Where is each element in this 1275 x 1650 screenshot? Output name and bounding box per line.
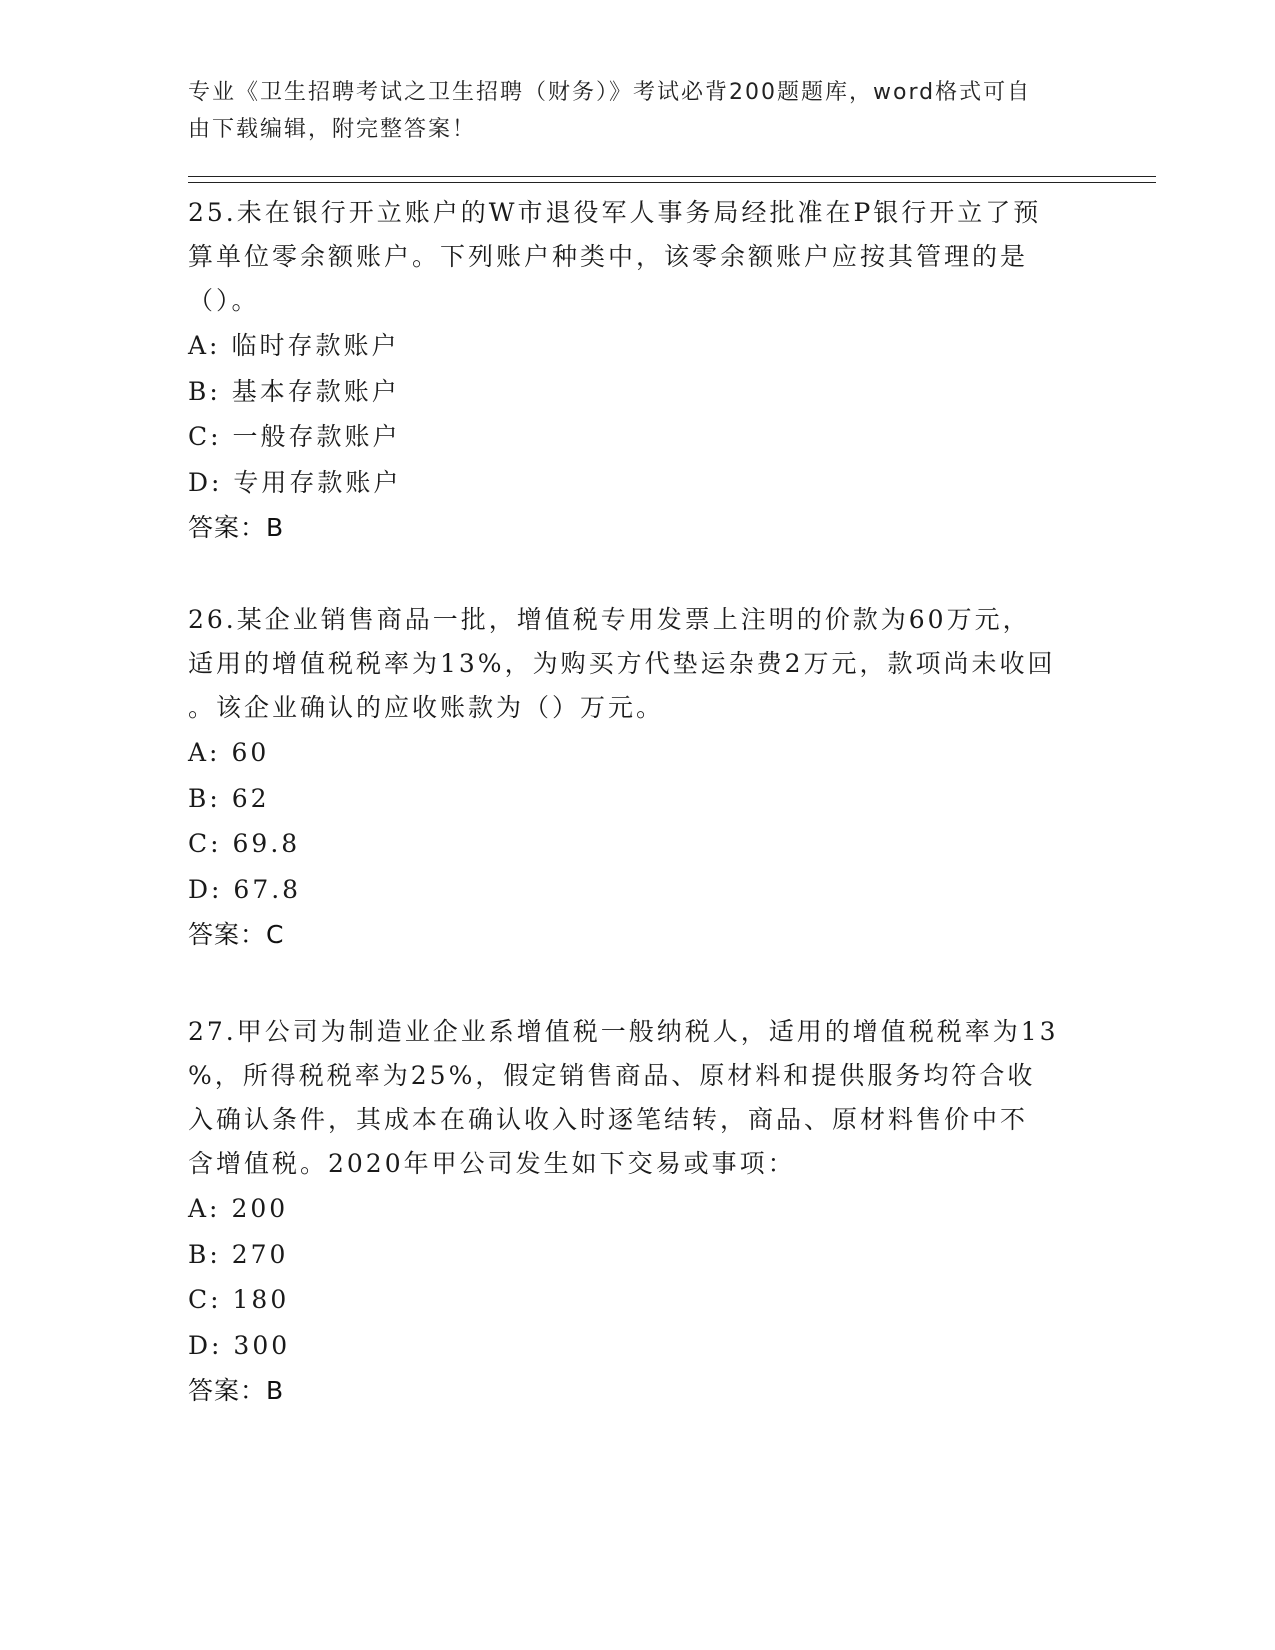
option-text: 69.8 [232, 829, 301, 858]
question-stem-line: 入确认条件，其成本在确认收入时逐笔结转，商品、原材料售价中不 [188, 1105, 1029, 1134]
option-d [188, 1323, 1088, 1369]
answer-line: 答案：B [188, 513, 285, 542]
option-c [188, 1277, 1088, 1323]
option-text: 临时存款账户 [231, 331, 400, 360]
question-stem-line: 26.某企业销售商品一批，增值税专用发票上注明的价款为60万元， [188, 605, 1031, 634]
option-a [188, 730, 1088, 776]
question-stem-line: %，所得税税率为25%，假定销售商品、原材料和提供服务均符合收 [188, 1061, 1036, 1090]
option-label: C: [188, 829, 222, 858]
document-header [188, 74, 1068, 148]
option-text: 180 [232, 1285, 290, 1314]
question-stem-line: 含增值税。2020年甲公司发生如下交易或事项： [188, 1149, 796, 1178]
option-label: C: [188, 1285, 222, 1314]
option-c [188, 414, 1088, 460]
answer-line: 答案：B [188, 1376, 285, 1405]
option-b [188, 1232, 1088, 1278]
option-text: 300 [233, 1330, 291, 1360]
option-c [188, 821, 1088, 867]
option-label: D: [188, 1330, 223, 1360]
option-label: A: [188, 1194, 221, 1223]
question-stem-line: 27.甲公司为制造业企业系增值税一般纳税人，适用的增值税税率为13 [188, 1017, 1059, 1046]
question-25 [188, 191, 1088, 551]
option-text: 270 [231, 1239, 289, 1269]
question-stem-line: 。该企业确认的应收账款为（）万元。 [188, 693, 665, 722]
option-label: A: [188, 331, 221, 360]
option-a [188, 323, 1088, 369]
option-label: B: [188, 1239, 221, 1269]
option-b [188, 369, 1088, 415]
question-stem-line: 25.未在银行开立账户的W市退役军人事务局经批准在P银行开立了预 [188, 198, 1042, 227]
option-b [188, 776, 1088, 822]
option-label: B: [188, 783, 221, 813]
header-line-2: 由下载编辑，附完整答案！ [188, 117, 477, 142]
option-label: C: [188, 422, 222, 451]
header-line-1: 专业《卫生招聘考试之卫生招聘（财务）》考试必背200题题库，word格式可自 [188, 80, 1032, 105]
option-text: 60 [231, 738, 270, 767]
question-26 [188, 598, 1088, 958]
option-text: 专用存款账户 [233, 467, 402, 497]
option-label: A: [188, 738, 221, 767]
answer-line: 答案：C [188, 920, 285, 949]
option-d [188, 867, 1088, 913]
option-text: 67.8 [233, 874, 302, 904]
option-label: B: [188, 376, 221, 406]
option-label: D: [188, 874, 223, 904]
option-text: 62 [231, 783, 270, 813]
option-text: 一般存款账户 [232, 422, 401, 451]
option-text: 基本存款账户 [231, 376, 400, 406]
option-label: D: [188, 467, 223, 497]
option-d [188, 460, 1088, 506]
header-divider-bottom [188, 182, 1156, 183]
option-a [188, 1186, 1088, 1232]
header-divider-top [188, 176, 1156, 177]
question-stem-line: 适用的增值税税率为13%，为购买方代垫运杂费2万元，款项尚未收回 [188, 649, 1056, 678]
question-stem-line: 算单位零余额账户。下列账户种类中，该零余额账户应按其管理的是 [188, 242, 1029, 271]
question-stem-line: （）。 [188, 286, 260, 315]
question-27 [188, 1010, 1088, 1414]
option-text: 200 [231, 1194, 289, 1223]
